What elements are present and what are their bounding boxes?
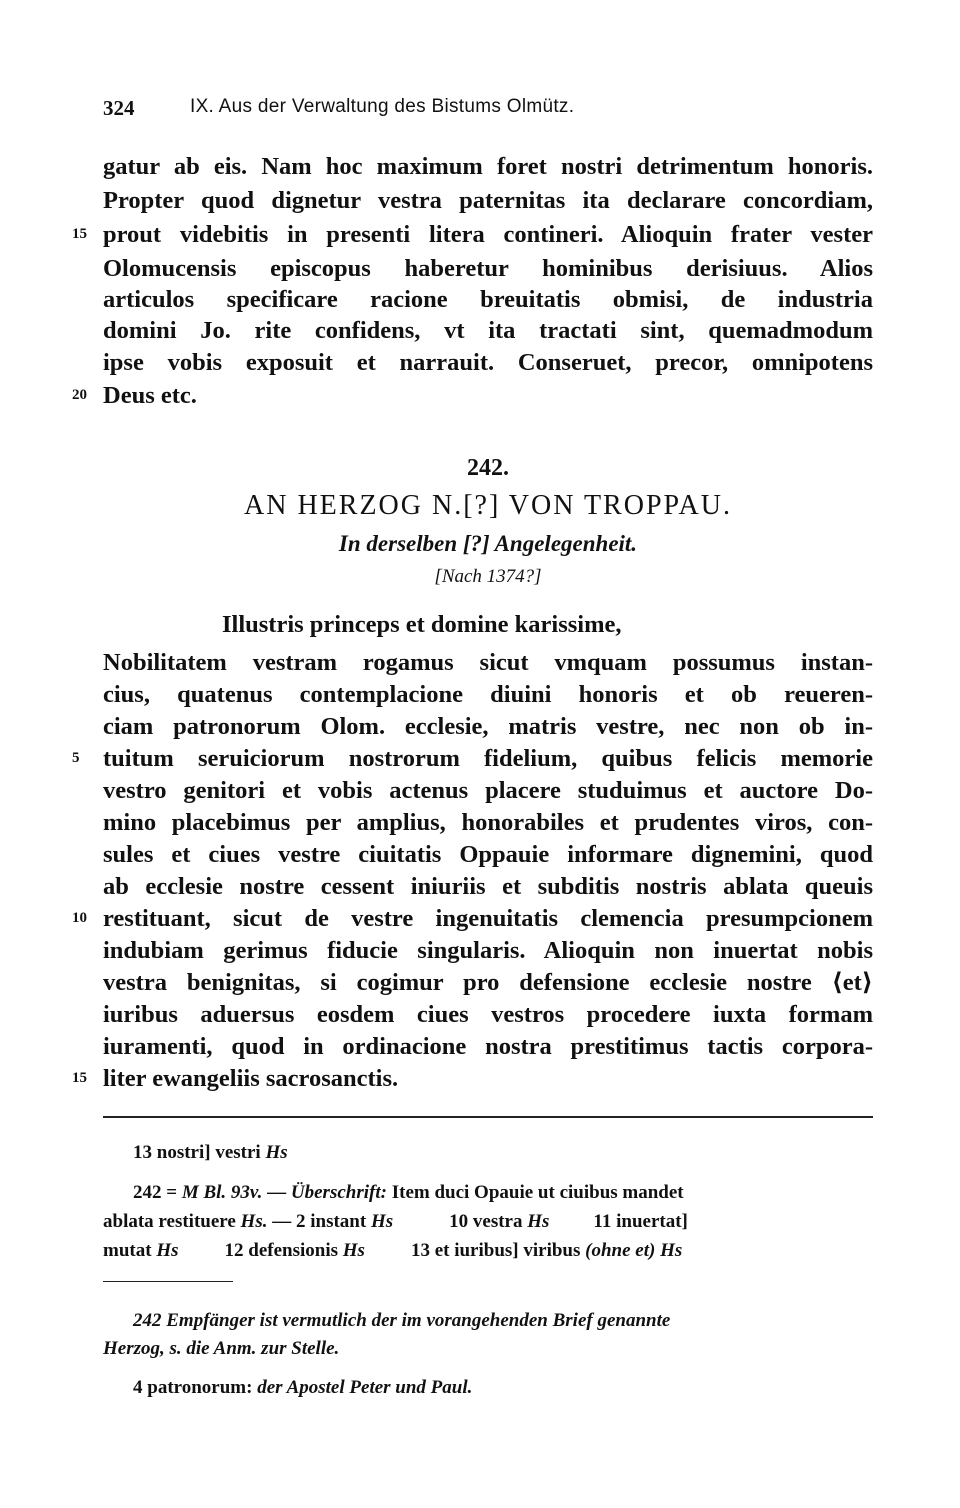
text-line: iuribus aduersus eosdem ciues vestros procedere iuxta formam <box>103 1001 873 1028</box>
text-line: domini Jo. rite confidens, vt ita tractati sint, quemadmodum <box>103 317 873 344</box>
text-line: prout videbitis in presenti litera contineri. Alioquin frater vester <box>103 221 873 248</box>
text-line: tuitum seruiciorum nostrorum fidelium, quibus felicis memorie <box>103 745 873 772</box>
text-line: liter ewangeliis sacrosanctis. <box>103 1065 399 1092</box>
commentary-note: Herzog, s. die Anm. zur Stelle. <box>103 1338 340 1359</box>
text-line: gatur ab eis. Nam hoc maximum foret nostri detrimentum honoris. <box>103 153 873 180</box>
text-line: mino placebimus per amplius, honorabiles et prudentes viros, con- <box>103 809 873 836</box>
text-line: Olomucensis episcopus haberetur hominibus derisiuus. Alios <box>103 255 873 282</box>
text-line: vestro genitori et vobis actenus placere studuimus et auctore Do- <box>103 777 873 804</box>
apparatus-note: 242 = M Bl. 93v. — Überschrift: Item duci Opauie ut ciuibus mandet <box>133 1182 684 1203</box>
text-line: Propter quod dignetur vestra paternitas ita declarare concordiam, <box>103 187 873 214</box>
document-number: 242. <box>467 455 509 481</box>
commentary-note: 242 Empfänger ist vermutlich der im vorangehenden Brief genannte <box>133 1310 671 1331</box>
text-line: restituant, sicut de vestre ingenuitatis clemencia presumpcionem <box>103 905 873 932</box>
text-line: ipse vobis exposuit et narrauit. Conseruet, precor, omnipotens <box>103 349 873 376</box>
salutation: Illustris princeps et domine karissime, <box>222 611 622 638</box>
apparatus-note: mutat Hs 12 defensionis Hs 13 et iuribus] viribus (ohne et) Hs <box>103 1240 683 1261</box>
running-title: IX. Aus der Verwaltung des Bistums Olmütz. <box>190 96 575 117</box>
text-line: sules et ciues vestre ciuitatis Oppauie informare dignemini, quod <box>103 841 873 868</box>
document-subtitle: In derselben [?] Angelegenheit. <box>338 531 638 556</box>
text-line: iuramenti, quod in ordinacione nostra prestitimus tactis corpora- <box>103 1033 873 1060</box>
line-number: 15 <box>72 1070 87 1086</box>
footnote-divider <box>103 1116 873 1118</box>
text-line: articulos specificare racione breuitatis obmisi, de industria <box>103 286 873 313</box>
line-number: 10 <box>72 910 87 926</box>
text-line: vestra benignitas, si cogimur pro defensione ecclesie nostre ⟨et⟩ <box>103 969 873 996</box>
document-title: AN HERZOG N.[?] VON TROPPAU. <box>244 490 732 521</box>
apparatus-note: 13 nostri] vestri Hs <box>133 1142 288 1163</box>
page-number: 324 <box>103 96 135 120</box>
text-line: ab ecclesie nostre cessent iniuriis et subditis nostris ablata queuis <box>103 873 873 900</box>
apparatus-note: ablata restituere Hs. — 2 instant Hs 10 vestra Hs 11 inuertat] <box>103 1211 688 1232</box>
text-line: Nobilitatem vestram rogamus sicut vmquam possumus instan- <box>103 649 873 676</box>
commentary-divider <box>103 1281 233 1282</box>
text-line: cius, quatenus contemplacione diuini honoris et ob reueren- <box>103 681 873 708</box>
document-date: [Nach 1374?] <box>434 566 542 587</box>
text-line: Deus etc. <box>103 382 197 409</box>
line-number: 5 <box>72 750 80 766</box>
line-number: 15 <box>72 226 87 242</box>
text-line: indubiam gerimus fiducie singularis. Alioquin non inuertat nobis <box>103 937 873 964</box>
text-line: ciam patronorum Olom. ecclesie, matris vestre, nec non ob in- <box>103 713 873 740</box>
page-header <box>103 96 883 132</box>
commentary-note: 4 patronorum: der Apostel Peter und Paul. <box>133 1377 473 1398</box>
line-number: 20 <box>72 387 87 403</box>
